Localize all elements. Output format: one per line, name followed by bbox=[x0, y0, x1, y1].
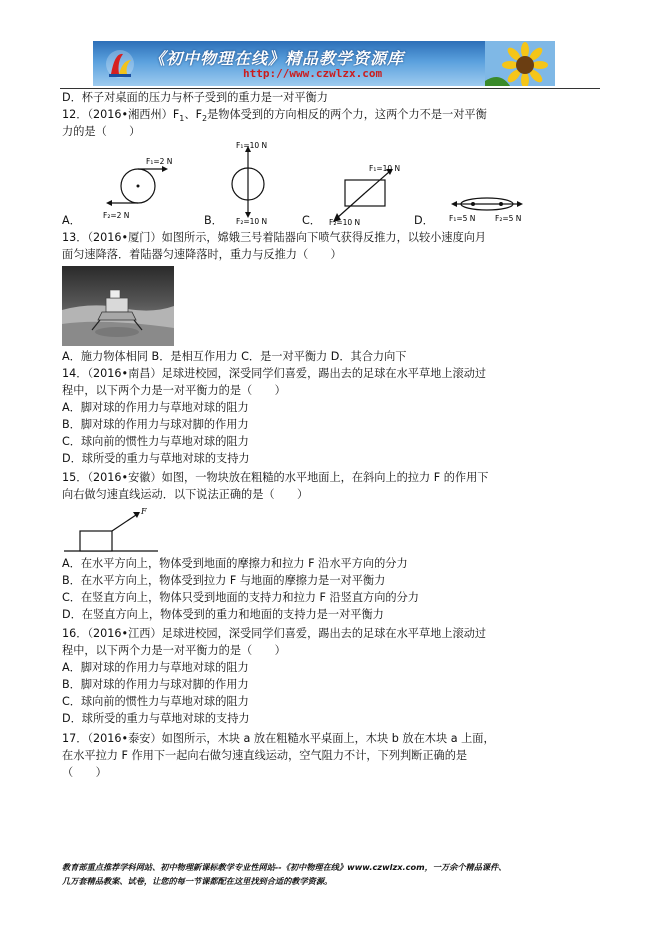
lunar-lander-photo bbox=[62, 266, 174, 346]
q12-stem-2: 力的是（ ） bbox=[62, 125, 141, 138]
q16-option-a[interactable]: A．脚对球的作用力与草地对球的阻力 bbox=[62, 661, 249, 674]
sunflower-image bbox=[485, 41, 555, 86]
q12-figure-b bbox=[218, 140, 288, 226]
q15-stem-1: 15．（2016•安徽）如图，一物块放在粗糙的水平地面上，在斜向上的拉力 F 的作用下 bbox=[62, 471, 489, 484]
q14-option-a[interactable]: A．脚对球的作用力与草地对球的阻力 bbox=[62, 401, 249, 414]
q14-stem-1: 14．（2016•南昌）足球进校园，深受同学们喜爱，踢出去的足球在水平草地上滚动过 bbox=[62, 367, 487, 380]
q12-stem-1: 12．（2016•湘西州）$F_1$、$F_2$是物体受到的方向相反的两个力，这两个力不是一对平衡 bbox=[62, 108, 487, 124]
q16-option-c[interactable]: C．球向前的惯性力与草地对球的阻力 bbox=[62, 695, 249, 708]
q15-option-c[interactable]: C．在竖直方向上，物体只受到地面的支持力和拉力 F 沿竖直方向的分力 bbox=[62, 591, 419, 604]
q13-stem-1: 13．（2016•厦门）如图所示，嫦娥三号着陆器向下喷气获得反推力，以较小速度向月 bbox=[62, 231, 487, 244]
q15-option-a[interactable]: A．在水平方向上，物体受到地面的摩擦力和拉力 F 沿水平方向的分力 bbox=[62, 557, 408, 570]
banner-title: 《初中物理在线》精品教学资源库 bbox=[149, 49, 405, 68]
q12-figure-a bbox=[100, 142, 180, 224]
q13-options: A．施力物体相同 B．是相互作用力 C．是一对平衡力 D．其合力向下 bbox=[62, 350, 407, 363]
q16-stem-1: 16．（2016•江西）足球进校园，深受同学们喜爱，踢出去的足球在水平草地上滚动过 bbox=[62, 627, 487, 640]
q14-option-d[interactable]: D．球所受的重力与草地对球的支持力 bbox=[62, 452, 250, 465]
q16-option-d[interactable]: D．球所受的重力与草地对球的支持力 bbox=[62, 712, 250, 725]
q11-option-d: D．杯子对桌面的压力与杯子受到的重力是一对平衡力 bbox=[62, 91, 328, 104]
q12-option-a[interactable]: A． bbox=[62, 214, 81, 227]
q17-stem-1: 17．（2016•泰安）如图所示，木块 a 放在粗糙水平桌面上，木块 b 放在木块 a 上面， bbox=[62, 732, 495, 745]
force-label-f: F bbox=[141, 507, 147, 516]
q15-option-d[interactable]: D．在竖直方向上，物体受到的重力和地面的支持力是一对平衡力 bbox=[62, 608, 384, 621]
q12-figure-d bbox=[447, 190, 529, 226]
q12a-f2-label: F₂=2 N bbox=[103, 211, 130, 220]
q14-stem-2: 程中，以下两个力是一对平衡力的是（ ） bbox=[62, 384, 286, 397]
q14-option-b[interactable]: B．脚对球的作用力与球对脚的作用力 bbox=[62, 418, 249, 431]
header-rule bbox=[60, 88, 600, 89]
q12b-f2-label: F₂=10 N bbox=[236, 217, 268, 226]
q12-option-b[interactable]: B． bbox=[204, 214, 223, 227]
q12-option-d[interactable]: D． bbox=[414, 214, 434, 227]
banner-url[interactable]: http://www.czwlzx.com bbox=[243, 67, 383, 80]
q17-stem-3: （ ） bbox=[62, 766, 107, 779]
footer-line-1: 教育部重点推荐学科网站、初中物理新课标教学专业性网站--《初中物理在线》www.czwlzx.com，一万余个精品课件、 bbox=[62, 862, 507, 872]
q15-figure bbox=[62, 505, 162, 553]
q13-stem-2: 面匀速降落．着陆器匀速降落时，重力与反推力（ ） bbox=[62, 248, 342, 261]
q12d-f2-label: F₂=5 N bbox=[495, 214, 522, 223]
block bbox=[80, 531, 112, 551]
header-banner bbox=[93, 41, 555, 86]
q12-option-c[interactable]: C． bbox=[302, 214, 321, 227]
q12b-f1-label: F₁=10 N bbox=[236, 141, 268, 150]
q12d-f1-label: F₁=5 N bbox=[449, 214, 476, 223]
q12c-f2-label: F₂=10 N bbox=[329, 218, 361, 226]
q12c-f1-label: F₁=10 N bbox=[369, 164, 401, 173]
q12a-f1-label: F₁=2 N bbox=[146, 157, 173, 166]
site-logo-icon bbox=[105, 48, 135, 80]
footer-line-2: 几万套精品教案、试卷，让您的每一节课都配在这里找到合适的教学资源。 bbox=[62, 876, 333, 886]
q15-stem-2: 向右做匀速直线运动．以下说法正确的是（ ） bbox=[62, 488, 309, 501]
q16-stem-2: 程中，以下两个力是一对平衡力的是（ ） bbox=[62, 644, 286, 657]
q15-option-b[interactable]: B．在水平方向上，物体受到拉力 F 与地面的摩擦力是一对平衡力 bbox=[62, 574, 386, 587]
q14-option-c[interactable]: C．球向前的惯性力与草地对球的阻力 bbox=[62, 435, 249, 448]
q17-stem-2: 在水平拉力 F 作用下一起向右做匀速直线运动，空气阻力不计，下列判断正确的是 bbox=[62, 749, 468, 762]
q16-option-b[interactable]: B．脚对球的作用力与球对脚的作用力 bbox=[62, 678, 249, 691]
q12-figure-c bbox=[325, 160, 415, 226]
